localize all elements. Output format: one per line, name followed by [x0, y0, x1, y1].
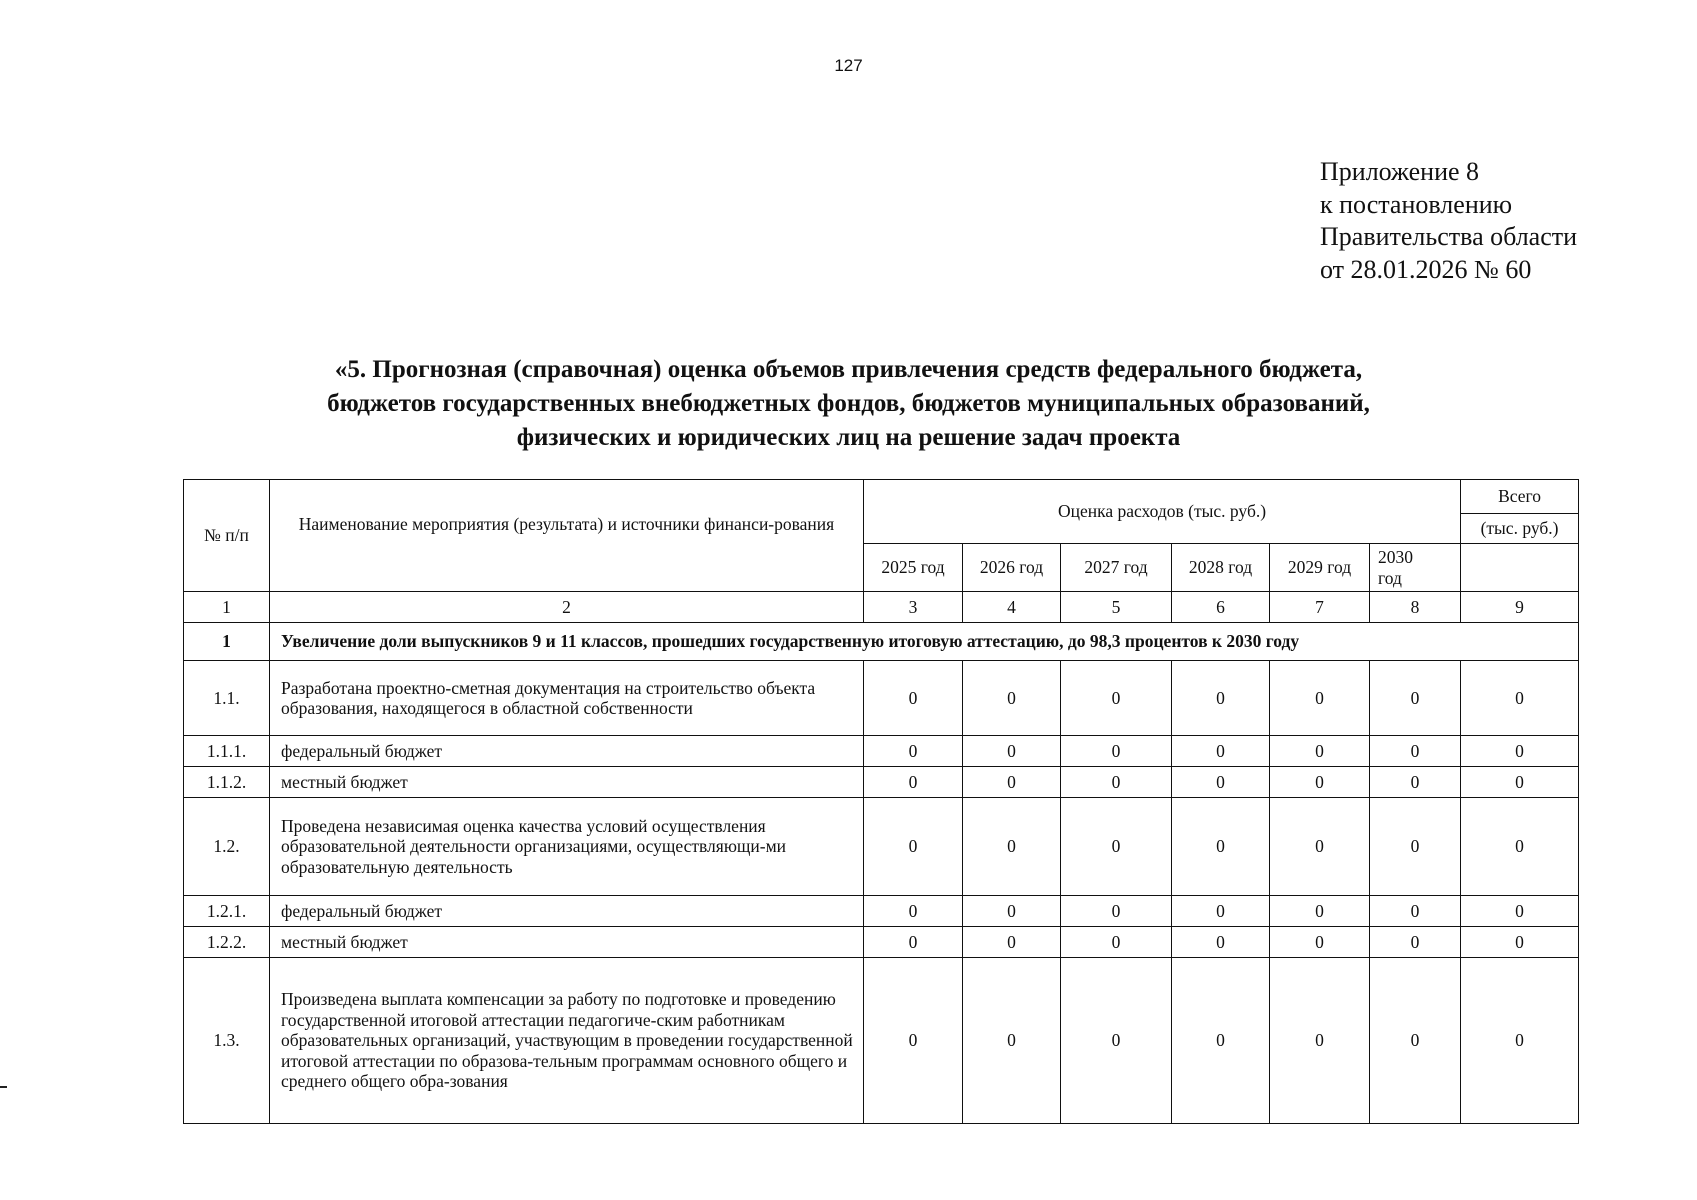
- row-value: 0: [963, 896, 1061, 927]
- row-num: 1.2.1.: [184, 896, 270, 927]
- row-value: 0: [864, 896, 963, 927]
- row-value: 0: [1172, 661, 1270, 736]
- row-value: 0: [864, 798, 963, 896]
- row-value: 0: [1461, 927, 1579, 958]
- row-value: 0: [864, 736, 963, 767]
- row-value: 0: [1172, 767, 1270, 798]
- row-value: 0: [1172, 736, 1270, 767]
- row-name: федеральный бюджет: [270, 736, 864, 767]
- row-value: 0: [1370, 927, 1461, 958]
- row-value: 0: [963, 927, 1061, 958]
- column-number: 3: [864, 592, 963, 623]
- column-number: 4: [963, 592, 1061, 623]
- row-value: 0: [1270, 767, 1370, 798]
- appendix-line: к постановлению: [1320, 189, 1513, 219]
- column-number: 5: [1061, 592, 1172, 623]
- document-title: [0, 353, 1697, 455]
- page-number: 127: [834, 56, 863, 75]
- row-value: 0: [1370, 798, 1461, 896]
- row-value: 0: [1370, 736, 1461, 767]
- table-row: [184, 736, 1579, 767]
- header-total: Всего: [1461, 480, 1579, 514]
- column-number: 1: [184, 592, 270, 623]
- row-value: 0: [1270, 798, 1370, 896]
- row-value: 0: [1461, 661, 1579, 736]
- budget-table: [183, 479, 1579, 1124]
- row-value: 0: [1061, 958, 1172, 1124]
- header-year: 2028 год: [1172, 544, 1270, 592]
- header-name: Наименование мероприятия (результата) и источники финанси-рования: [270, 480, 864, 592]
- appendix-line: от 28.01.2026 № 60: [1320, 254, 1532, 284]
- appendix-line: Правительства области: [1320, 222, 1578, 251]
- appendix-line: Приложение 8: [1320, 157, 1480, 186]
- header-year: 2029 год: [1270, 544, 1370, 592]
- header-num: № п/п: [184, 480, 270, 592]
- appendix-reference: [1320, 156, 1577, 286]
- row-value: 0: [864, 661, 963, 736]
- column-number: 7: [1270, 592, 1370, 623]
- row-value: 0: [1172, 927, 1270, 958]
- row-value: 0: [963, 798, 1061, 896]
- header-year: 2030 год: [1370, 544, 1461, 592]
- row-value: 0: [1172, 798, 1270, 896]
- table-row: [184, 927, 1579, 958]
- row-value: 0: [1061, 736, 1172, 767]
- row-value: 0: [1461, 736, 1579, 767]
- column-number: 8: [1370, 592, 1461, 623]
- row-value: 0: [1461, 767, 1579, 798]
- row-value: 0: [1270, 896, 1370, 927]
- row-value: 0: [1270, 661, 1370, 736]
- row-value: 0: [1461, 798, 1579, 896]
- row-name: федеральный бюджет: [270, 896, 864, 927]
- row-value: 0: [1370, 767, 1461, 798]
- header-total-unit: (тыс. руб.): [1461, 514, 1579, 544]
- row-value: 0: [1461, 958, 1579, 1124]
- row-num: 1.1.: [184, 661, 270, 736]
- row-value: 0: [963, 661, 1061, 736]
- table-row: [184, 767, 1579, 798]
- row-value: 0: [1370, 896, 1461, 927]
- row-value: 0: [1061, 927, 1172, 958]
- row-value: 0: [963, 958, 1061, 1124]
- row-value: 0: [1370, 661, 1461, 736]
- row-name: местный бюджет: [270, 927, 864, 958]
- column-number: 6: [1172, 592, 1270, 623]
- title-line: бюджетов государственных внебюджетных фондов, бюджетов муниципальных образований,: [327, 390, 1370, 417]
- header-year: 2025 год: [864, 544, 963, 592]
- row-value: 0: [1172, 958, 1270, 1124]
- column-number: 2: [270, 592, 864, 623]
- row-value: 0: [1270, 736, 1370, 767]
- row-value: 0: [864, 767, 963, 798]
- table-row: [184, 798, 1579, 896]
- column-number: 9: [1461, 592, 1579, 623]
- row-value: 0: [1061, 798, 1172, 896]
- row-num: 1.2.: [184, 798, 270, 896]
- row-value: 0: [864, 927, 963, 958]
- row-value: 0: [1270, 958, 1370, 1124]
- row-value: 0: [1461, 896, 1579, 927]
- row-value: 0: [1172, 896, 1270, 927]
- row-value: 0: [1061, 661, 1172, 736]
- row-value: 0: [1270, 927, 1370, 958]
- row-num: 1.1.1.: [184, 736, 270, 767]
- section-label: Увеличение доли выпускников 9 и 11 классов, прошедших государственную итоговую аттестацию, до 98,3 процентов к 2030 году: [270, 623, 1579, 661]
- margin-mark: [0, 1086, 7, 1088]
- row-value: 0: [864, 958, 963, 1124]
- row-value: 0: [963, 736, 1061, 767]
- header-year: 2027 год: [1061, 544, 1172, 592]
- title-line: физических и юридических лиц на решение задач проекта: [516, 424, 1181, 451]
- row-name: Произведена выплата компенсации за работу по подготовке и проведению государственной итоговой аттестации педагогиче-ским работникам образовательных организаций, участвующим в проведении государственной итоговой аттестации по образова-тельным программам основного общего и среднего общего обра-зования: [270, 958, 864, 1124]
- row-num: 1.3.: [184, 958, 270, 1124]
- table-row: [184, 958, 1579, 1124]
- table-row: [184, 896, 1579, 927]
- row-name: Разработана проектно-сметная документация на строительство объекта образования, находящегося в областной собственности: [270, 661, 864, 736]
- row-name: местный бюджет: [270, 767, 864, 798]
- row-value: 0: [1061, 767, 1172, 798]
- header-empty-cell: [1461, 544, 1579, 592]
- row-num: 1.2.2.: [184, 927, 270, 958]
- row-value: 0: [963, 767, 1061, 798]
- row-name: Проведена независимая оценка качества условий осуществления образовательной деятельности организациями, осуществляющи-ми образовательную деятельность: [270, 798, 864, 896]
- row-value: 0: [1061, 896, 1172, 927]
- header-year: 2026 год: [963, 544, 1061, 592]
- row-value: 0: [1370, 958, 1461, 1124]
- section-num: 1: [184, 623, 270, 661]
- title-line: «5. Прогнозная (справочная) оценка объемов привлечения средств федерального бюджета,: [334, 356, 1363, 383]
- row-num: 1.1.2.: [184, 767, 270, 798]
- header-cost-estimate: Оценка расходов (тыс. руб.): [864, 480, 1461, 544]
- table-row: [184, 661, 1579, 736]
